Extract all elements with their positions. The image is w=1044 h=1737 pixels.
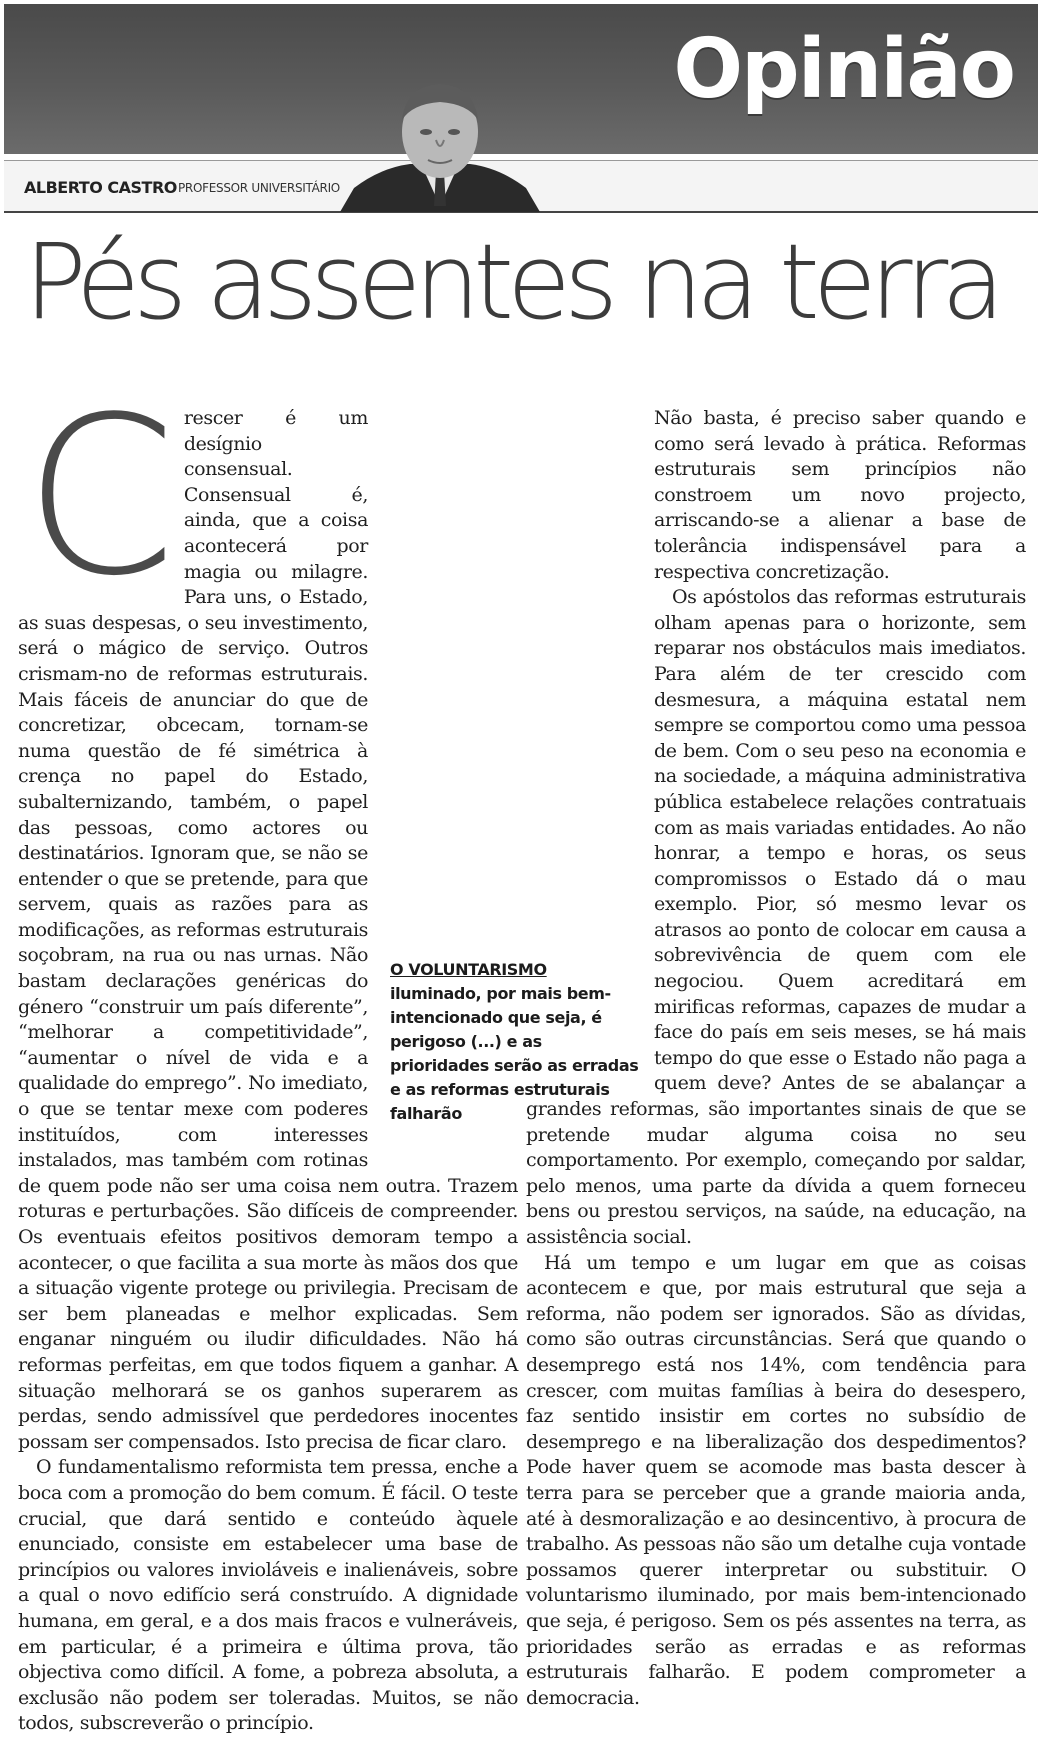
pull-quote-text: iluminado, por mais bem-intencionado que seja, é perigoso (...) e as prioridades serão as erradas e as reformas estruturais falharão <box>390 984 639 1123</box>
article-paragraph: Os apóstolos das reformas estruturais olham apenas para o horizonte, sem reparar nos obstáculos mais imediatos. Para além de ter crescido com desmesura, a máquina estatal nem sempre se comportou como uma pessoa de bem. Com o seu peso na economia e na sociedade, a máquina administrativa pública estabelece relações contratuais com as mais variadas entidades. Ao não honrar, a tempo e horas, os seus compromissos o Estado dá o mau exemplo. Pior, só mesmo levar os atrasos ao ponto de colocar em causa a sobrevivência de quem com ele negociou. Quem acreditará em mirificas reformas, capazes de mudar a face do país em seis meses, se há mais tempo do que esse o Estado não paga a quem deve? Antes de se abalançar a grandes reformas, são importantes sinais de que se pretende mudar alguma coisa no seu comportamento. Por exemplo, começando por saldar, pelo menos, uma parte da dívida a quem forneceu bens ou prestou serviços, na saúde, na educação, na assistência social. <box>526 586 1026 1248</box>
author-portrait <box>340 80 540 212</box>
author-role: PROFESSOR UNIVERSITÁRIO <box>178 181 340 195</box>
article-paragraph: O fundamentalismo reformista tem pressa, enche a boca com a promoção do bem comum. É fácil. O teste crucial, que dará sentido e conteúdo àquele enunciado, consiste em estabelecer uma base de princípios ou valores invioláveis e inalienáveis, sobre a qual o novo edifício será construído. A dignidade humana, em geral, e a dos mais fracos e vulneráveis, em particular, é a primeira e última prova, tão objectiva como difícil. A fome, a pobreza absoluta, a exclusão não podem ser toleradas. Muitos, se não todos, subscreverão o princípio. <box>18 1456 518 1735</box>
headline: Pés assentes na terra <box>24 221 998 343</box>
article-paragraph: Há um tempo e um lugar em que as coisas acontecem e que, por mais estrutural que seja a reforma, não podem ser ignorados. São as dívidas, como são outras circunstâncias. Será que quando o desemprego está nos 14%, com tendência para crescer, com muitas famílias à beira do desespero, faz sentido insistir em cortes no subsídio de desemprego e na liberalização dos despedimentos? Pode haver quem se acomode mas basta descer à terra para se perceber que a grande maioria anda, até à desmoralização e ao desincentivo, à procura de trabalho. As pessoas não são um detalhe cuja vontade possamos querer interpretar ou substituir. O voluntarismo iluminado, por mais bem-intencionado que seja, é perigoso. Sem os pés assentes na terra, as prioridades serão as erradas e as reformas estruturais falharão. E podem comprometer a democracia. <box>526 1251 1026 1709</box>
pull-quote <box>390 958 640 1126</box>
author-name: ALBERTO CASTRO <box>24 178 177 197</box>
pull-quote-lead: O VOLUNTARISMO <box>390 960 547 979</box>
section-title: Opinião <box>673 22 1014 117</box>
article-paragraph: rescer é um desígnio consensual. Consensual é, ainda, que a coisa acontecerá por magia ou milagre. Para uns, o Estado, as suas despesas, o seu investimento, será o mágico de serviço. Outros crismam-no de reformas estruturais. Mais fáceis de anunciar do que de concretizar, obcecam, tornam-se numa questão de fé simétrica à crença no papel do Estado, subalternizando, também, o papel das pessoas, como actores ou destinatários. Ignoram que, se não se entender o que se pretende, para que servem, quais as razões para as modificações, as reformas estruturais soçobram, na rua ou nas urnas. Não bastam declarações genéricas do género “construir um país diferente”, “melhorar a competitividade”, “aumentar o nível de vida e a qualidade do emprego”. No imediato, o que se tentar mexe com poderes instituídos, com interesses instalados, mas também com rotinas de quem pode não ser uma coisa nem outra. Trazem roturas e perturbações. São difíceis de compreender. Os eventuais efeitos positivos demoram tempo a acontecer, o que facilita a sua morte às mãos dos que a situação vigente protege ou privilegia. Precisam de ser bem planeadas e melhor explicadas. Sem enganar ninguém ou iludir dificuldades. Não há reformas perfeitas, em que todos fiquem a ganhar. A situação melhorará se os ganhos superarem as perdas, sendo admissível que perdedores inocentes possam ser compensados. Isto precisa de ficar claro. <box>18 407 518 1453</box>
drop-cap: C <box>24 371 176 624</box>
article-paragraph: Não basta, é preciso saber quando e como será levado à prática. Reformas estruturais sem princípios não constroem um novo projecto, arriscando-se a alienar a base de tolerância indispensável para a respectiva concretização. <box>654 407 1026 583</box>
